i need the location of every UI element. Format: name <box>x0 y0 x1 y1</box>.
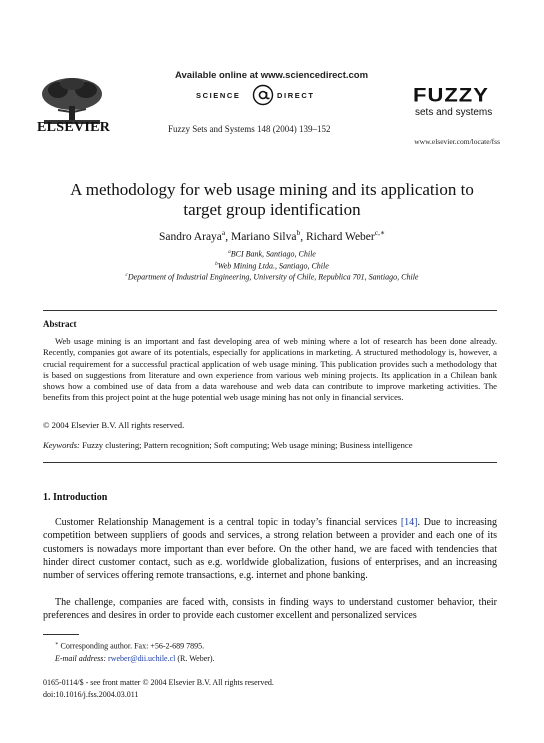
abstract-heading: Abstract <box>43 319 77 329</box>
sciencedirect-right-text: DIRECT <box>277 91 315 100</box>
intro-p1-rest: . Due to increasing competition between suppliers of goods and services, a strong relation between a provider and each one of its customers is nowadays more important than ever before. On the other hand, we are faced with tendencies that hinder direct customer contact, such as e.g. worldwide globalization, fusions of enterprises, and an increasing number of services offering remote transactions, e.g. internet and phone banking. <box>43 517 497 582</box>
author-affiliation-mark: c,∗ <box>374 228 386 237</box>
affiliation-text: BCI Bank, Santiago, Chile <box>230 249 316 259</box>
author-name: Mariano Silva <box>230 230 297 243</box>
elsevier-wordmark: ELSEVIER <box>37 120 111 135</box>
intro-paragraph-2: The challenge, companies are faced with, consists in finding ways to understand customer behavior, their preferences and desires in order to provide each customer excellent and personalized services <box>43 597 497 622</box>
affiliation-text: Web Mining Ltda., Santiago, Chile <box>217 261 329 271</box>
keywords-list: Fuzzy clustering; Pattern recognition; Soft computing; Web usage mining; Business intelligence <box>82 440 413 450</box>
affiliation-c <box>30 272 514 282</box>
author-name: Sandro Araya <box>158 230 222 243</box>
title-line-2: target group identification <box>183 200 361 219</box>
affiliation-text: Department of Industrial Engineering, University of Chile, Republica 701, Santiago, Chile <box>127 272 419 282</box>
affiliation-mark: b <box>215 261 218 267</box>
intro-p1-start: Customer Relationship Management is a central topic in today’s financial services <box>55 517 401 528</box>
fuzzy-logo-subtitle: sets and systems <box>415 107 493 118</box>
title-line-1: A methodology for web usage mining and its application to <box>70 180 474 199</box>
affiliation-mark: a <box>228 249 231 255</box>
keywords-label: Keywords: <box>43 440 80 450</box>
journal-citation: Fuzzy Sets and Systems 148 (2004) 139–152 <box>168 124 331 134</box>
email-suffix: (R. Weber). <box>177 654 215 663</box>
section-heading-introduction: 1. Introduction <box>43 492 108 503</box>
email-link[interactable]: rweber@dii.uchile.cl <box>108 654 176 663</box>
author-affiliation-mark: a <box>221 228 226 237</box>
article-title <box>30 180 514 220</box>
abstract-bottom-rule <box>43 462 497 463</box>
affiliation-a <box>30 249 514 259</box>
abstract-copyright: © 2004 Elsevier B.V. All rights reserved. <box>43 420 185 430</box>
footnote-corresponding <box>55 641 204 651</box>
footnote-mark: ∗ <box>55 641 59 647</box>
author-name: Richard Weber <box>305 230 375 243</box>
abstract-top-rule <box>43 310 497 311</box>
fuzzy-logo-text: FUZZY <box>413 83 489 106</box>
email-label: E-mail address: <box>55 654 107 663</box>
available-online-banner[interactable]: Available online at www.sciencedirect.com <box>175 70 369 81</box>
author-list: Sandro Araya$^a$, Mariano Silva$^b$, Richard Weber$^{c,∗}$ <box>158 228 386 243</box>
affiliation-mark: c <box>125 272 128 278</box>
author-affiliation-mark: b <box>296 228 301 237</box>
keywords-line <box>43 440 413 450</box>
at-sign-icon <box>252 84 274 106</box>
footer-issn-line: 0165-0114/$ - see front matter © 2004 Elsevier B.V. All rights reserved. <box>43 678 274 687</box>
sciencedirect-left-text: SCIENCE <box>196 91 241 100</box>
citation-link[interactable]: [14] <box>400 517 418 528</box>
sciencedirect-logo[interactable] <box>196 86 356 108</box>
footnote-email <box>55 654 215 663</box>
footer-doi-line[interactable]: doi:10.1016/j.fss.2004.03.011 <box>43 690 139 699</box>
footnote-corresponding-text: Corresponding author. Fax: +56-2-689 7895. <box>60 641 205 651</box>
journal-url[interactable]: www.elsevier.com/locate/fss <box>414 137 500 146</box>
intro-paragraph-1 <box>43 516 497 582</box>
abstract-text: Web usage mining is an important and fast developing area of web mining where a lot of research has been done already. Recently, companies got aware of its potentials, especially for applications in marketing. A structured methodology is, however, a crucial requirement for a successful practical application of web usage mining. This publication provides such a methodology that is based on suggestions from literature and own experience from various web mining projects. Its application in a Chilean bank shows how a combined use of data from a data warehouse and web data can contribute to improve marketing activities. The benefits from this project point at the huge potential web usage mining has not only in financial services. <box>43 336 497 403</box>
affiliation-b <box>30 261 514 271</box>
footnote-rule <box>43 634 79 635</box>
